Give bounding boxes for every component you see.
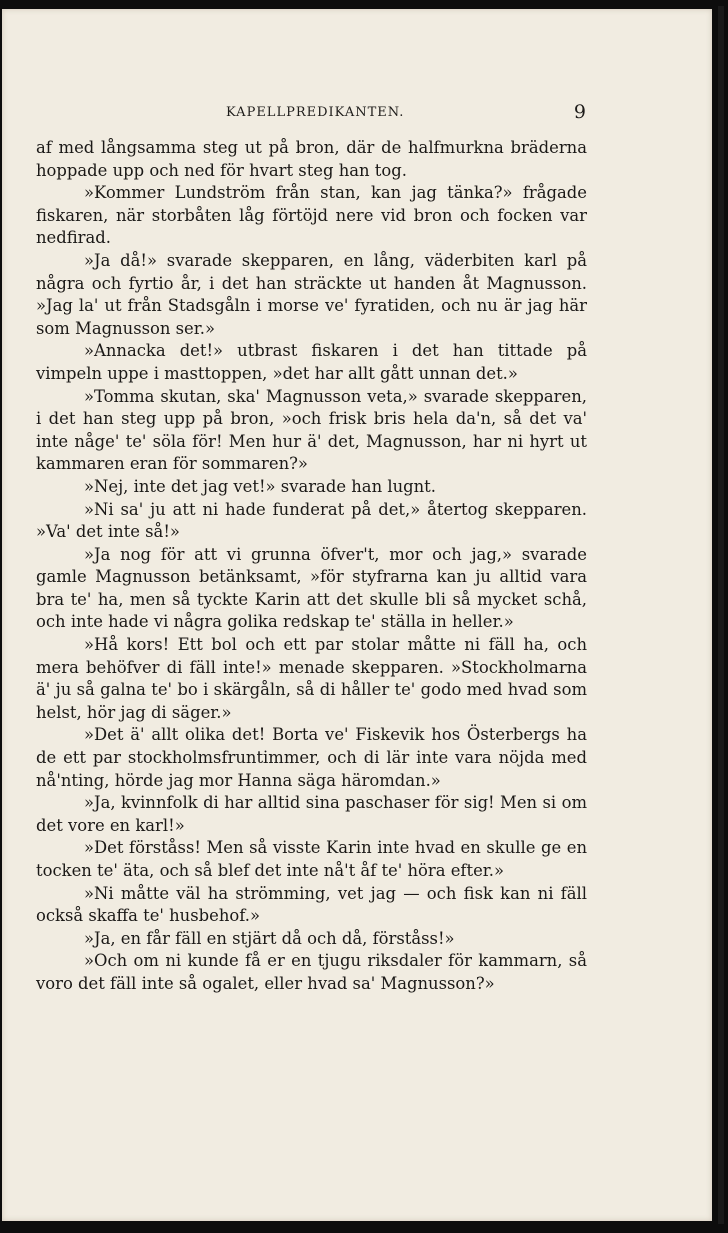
- body-text: [36, 137, 587, 996]
- paragraph: »Och om ni kunde få er en tjugu riksdaler för kammarn, så voro det fäll inte så ogalet, eller hvad sa' Magnusson?»: [36, 951, 587, 993]
- paragraph: »Nej, inte det jag vet!» svarade han lugnt.: [84, 476, 436, 496]
- paragraph: »Ni måtte väl ha strömming, vet jag — och fisk kan ni fäll också skaffa te' husbehof.»: [36, 883, 587, 926]
- paragraph: »Ja, kvinnfolk di har alltid sina paschaser för sig! Men si om det vore en karl!»: [36, 793, 587, 835]
- paragraph: »Ja nog för att vi grunna öfver't, mor och jag,» svarade gamle Magnusson betänksamt, »för styfrarna kan ju alltid vara bra te' ha, men så tyckte Karin att det skulle bli så mycket schå, och inte hade vi några golika redskap te' ställa in heller.»: [36, 544, 587, 632]
- paragraph: »Kommer Lundström från stan, kan jag tänka?» frågade fiskaren, när storbåten låg förtöjd nere vid bron och focken var nedfirad.: [36, 183, 587, 248]
- paragraph: »Ja, en får fäll en stjärt då och då, förståss!»: [84, 928, 455, 948]
- paragraph: »Det förståss! Men så visste Karin inte hvad en skulle ge en tocken te' äta, och så blef det inte nå't åf te' höra efter.»: [36, 838, 587, 880]
- page-edge-shadow: [718, 6, 724, 1224]
- paragraph: »Det ä' allt olika det! Borta ve' Fiskevik hos Österbergs ha de ett par stockholmsfruntimmer, och di lär inte vara nöjda med nå'nting, hörde jag mor Hanna säga häromdan.»: [36, 725, 587, 790]
- paragraph: »Ni sa' ju att ni hade funderat på det,» återtog skepparen. »Va' det inte så!»: [36, 499, 587, 542]
- paragraph: »Annacka det!» utbrast fiskaren i det han tittade på vimpeln uppe i masttoppen, »det har allt gått unnan det.»: [36, 341, 587, 383]
- paragraph: »Hå kors! Ett bol och ett par stolar måtte ni fäll ha, och mera behöfver di fäll inte!» menade skepparen. »Stockholmarna ä' ju så galna te' bo i skärgåln, så di håller te' godo med hvad som helst, hör jag di säger.»: [36, 635, 587, 722]
- paragraph: af med långsamma steg ut på bron, där de halfmurkna bräderna hoppade upp och ned för hvart steg han tog.: [36, 138, 587, 180]
- paragraph: »Ja då!» svarade skepparen, en lång, väderbiten karl på några och fyrtio år, i det han sträckte ut handen åt Magnusson. »Jag la' ut från Stadsgåln i morse ve' fyratiden, och nu är jag här som Magnusson ser.»: [36, 250, 587, 338]
- page-number: 9: [573, 101, 586, 123]
- page-header: [36, 103, 586, 125]
- paragraph: »Tomma skutan, ska' Magnusson veta,» svarade skepparen, i det han steg upp på bron, »och frisk bris hela da'n, så det va' inte någe' te' söla för! Men hur ä' det, Magnusson, har ni hyrt ut kammaren eran för sommaren?»: [36, 386, 587, 474]
- running-head: KAPELLPREDIKANTEN.: [226, 105, 405, 120]
